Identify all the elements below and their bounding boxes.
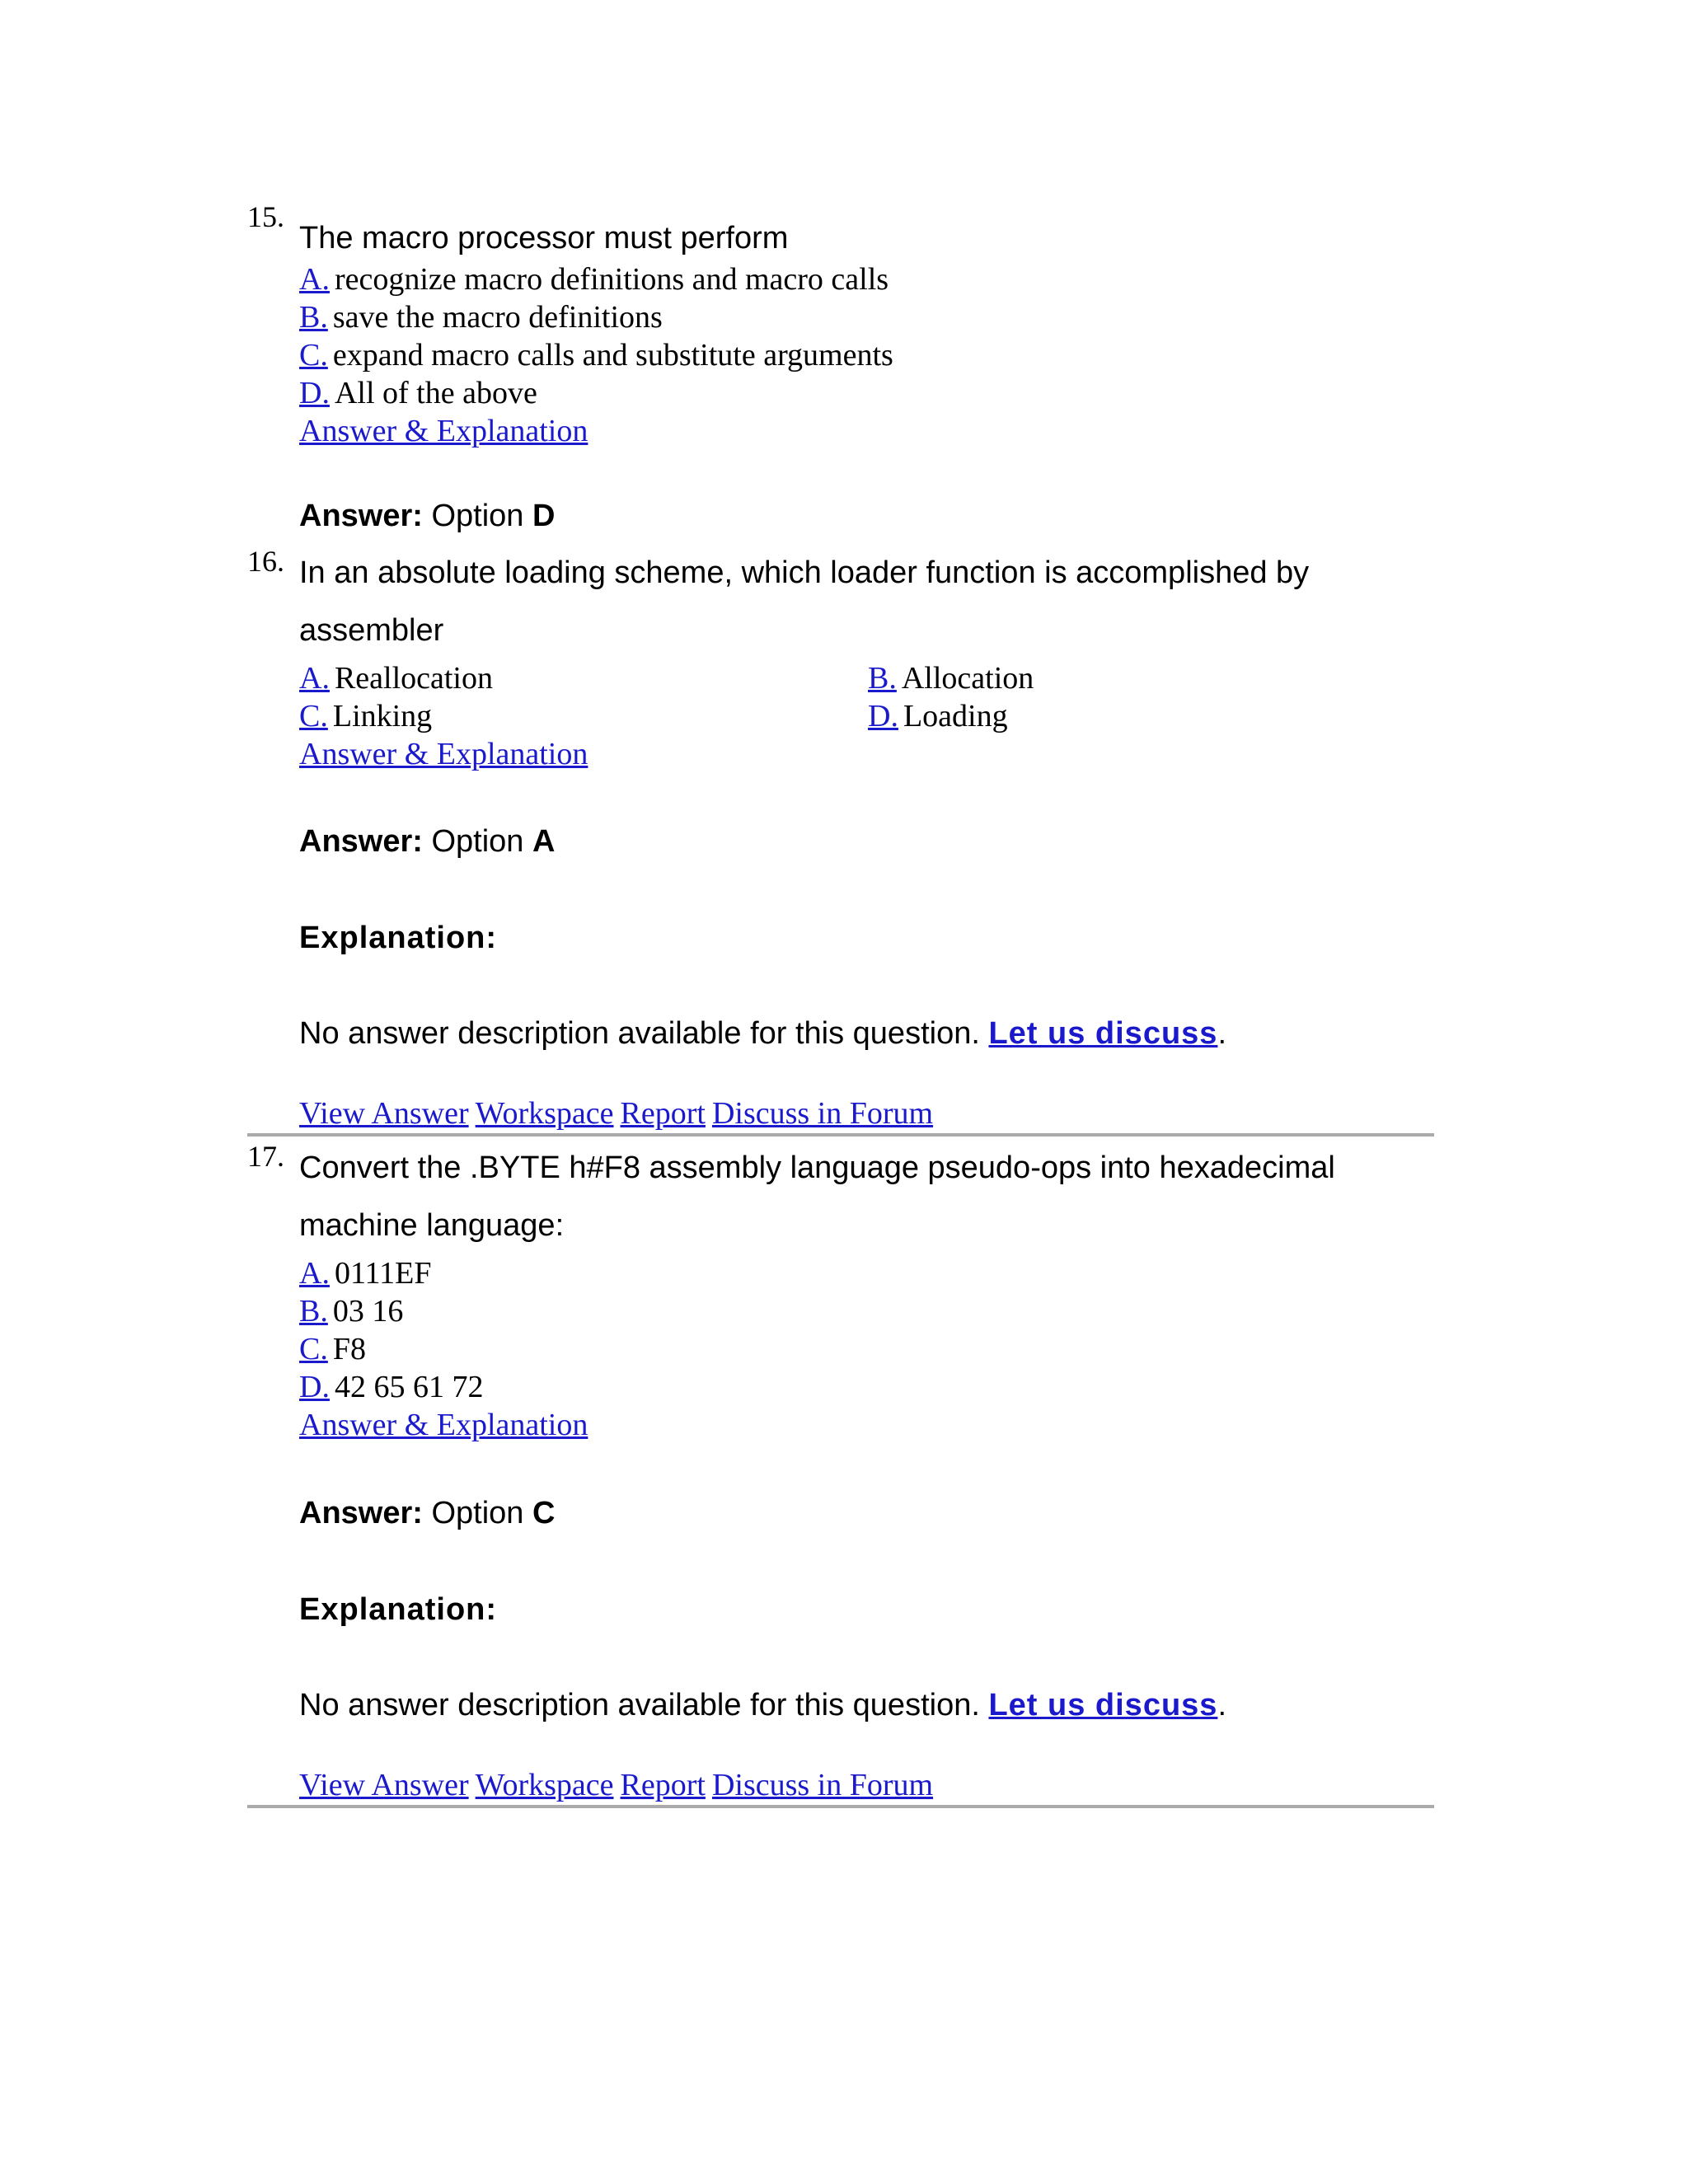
option-letter[interactable]: C. — [299, 699, 328, 733]
view-answer-link[interactable]: View Answer — [299, 1096, 469, 1131]
answer-option: D — [532, 499, 556, 533]
option-text: Reallocation — [334, 661, 493, 696]
divider — [247, 1805, 1434, 1808]
option-text: recognize macro definitions and macro calls — [334, 262, 889, 297]
question-text: The macro processor must perform — [299, 221, 789, 255]
explanation-text — [299, 1688, 1226, 1723]
answer-option: C — [532, 1496, 556, 1530]
option-letter[interactable]: B. — [299, 1294, 328, 1329]
question-number: 16. — [247, 545, 284, 578]
workspace-link[interactable]: Workspace — [475, 1096, 614, 1131]
report-link[interactable]: Report — [620, 1096, 706, 1131]
option-text: Linking — [332, 699, 433, 733]
explanation-heading: Explanation: — [299, 1592, 498, 1627]
option-b[interactable] — [299, 1292, 1434, 1330]
divider — [247, 1133, 1434, 1137]
option-b[interactable] — [868, 659, 1434, 697]
option-letter[interactable]: D. — [868, 699, 898, 733]
option-text: Loading — [903, 699, 1008, 733]
answer-line — [299, 1496, 555, 1531]
answer-explanation-link[interactable]: Answer & Explanation — [299, 1408, 588, 1442]
answer-prefix: Option — [431, 499, 524, 533]
option-c[interactable] — [299, 697, 868, 735]
option-d[interactable] — [299, 1368, 1434, 1406]
option-text: 0111EF — [334, 1256, 432, 1291]
option-text: Allocation — [901, 661, 1034, 696]
option-text: 42 65 61 72 — [334, 1370, 484, 1404]
explanation-body: No answer description available for this question. — [299, 1688, 980, 1722]
explanation-end: . — [1217, 1016, 1226, 1051]
report-link[interactable]: Report — [620, 1768, 706, 1802]
answer-prefix: Option — [431, 824, 524, 859]
option-text: 03 16 — [332, 1294, 404, 1329]
discuss-in-forum-link[interactable]: Discuss in Forum — [711, 1768, 934, 1802]
option-text: All of the above — [334, 376, 537, 410]
answer-explanation-link[interactable]: Answer & Explanation — [299, 737, 588, 771]
option-a[interactable] — [299, 260, 1434, 298]
option-text: expand macro calls and substitute arguments — [332, 338, 893, 373]
question-actions — [299, 1094, 940, 1132]
let-us-discuss-link[interactable]: Let us discuss — [988, 1688, 1218, 1722]
answer-label: Answer: — [299, 824, 423, 859]
answer-label: Answer: — [299, 1496, 423, 1530]
view-answer-link[interactable]: View Answer — [299, 1768, 469, 1802]
question-number: 15. — [247, 200, 284, 233]
option-letter[interactable]: B. — [868, 661, 897, 696]
discuss-in-forum-link[interactable]: Discuss in Forum — [711, 1096, 934, 1131]
answer-prefix: Option — [431, 1496, 524, 1530]
explanation-text — [299, 1016, 1226, 1052]
answer-label: Answer: — [299, 499, 423, 533]
answer-option: A — [532, 824, 556, 859]
answer-line — [299, 824, 555, 860]
option-a[interactable] — [299, 1254, 1434, 1292]
explanation-heading: Explanation: — [299, 921, 498, 955]
option-letter[interactable]: D. — [299, 1370, 330, 1404]
option-c[interactable] — [299, 1330, 1434, 1368]
question-text: In an absolute loading scheme, which loader function is accomplished by assembler — [299, 555, 1310, 648]
option-text: save the macro definitions — [332, 300, 663, 335]
options-grid — [299, 659, 1434, 735]
explanation-body: No answer description available for this question. — [299, 1016, 980, 1051]
option-letter[interactable]: C. — [299, 1332, 328, 1366]
option-letter[interactable]: A. — [299, 262, 330, 297]
workspace-link[interactable]: Workspace — [475, 1768, 614, 1802]
option-a[interactable] — [299, 659, 868, 697]
answer-line — [299, 499, 555, 534]
option-d[interactable] — [299, 374, 1434, 412]
option-letter[interactable]: C. — [299, 338, 328, 373]
explanation-end: . — [1217, 1688, 1226, 1722]
question-text: Convert the .BYTE h#F8 assembly language pseudo-ops into hexadecimal machine language: — [299, 1151, 1335, 1243]
answer-explanation-link[interactable]: Answer & Explanation — [299, 414, 588, 448]
question-number: 17. — [247, 1140, 284, 1173]
option-c[interactable] — [299, 336, 1434, 374]
option-d[interactable] — [868, 697, 1434, 735]
option-letter[interactable]: D. — [299, 376, 330, 410]
option-letter[interactable]: B. — [299, 300, 328, 335]
let-us-discuss-link[interactable]: Let us discuss — [988, 1016, 1218, 1051]
option-letter[interactable]: A. — [299, 1256, 330, 1291]
option-text: F8 — [332, 1332, 366, 1366]
question-actions — [299, 1766, 940, 1804]
option-letter[interactable]: A. — [299, 661, 330, 696]
option-b[interactable] — [299, 298, 1434, 336]
